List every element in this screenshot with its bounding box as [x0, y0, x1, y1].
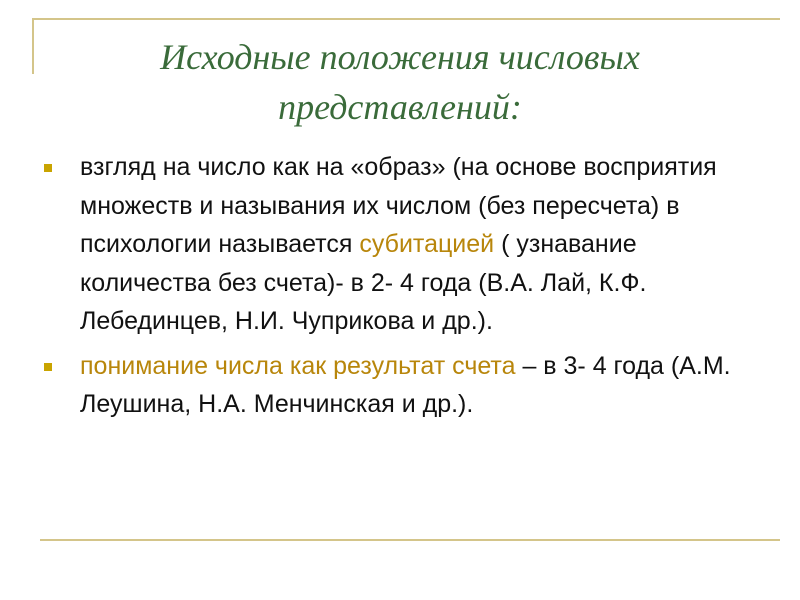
bullet-2-text-end: – в 3- 4 года (А.М. Леушина, Н.А. Менчинская и др.). — [80, 351, 731, 418]
bottom-rule — [40, 539, 780, 541]
left-rule — [32, 18, 34, 74]
bullet-1-text: взгляд на число как на «образ» (на основе восприятия множеств и называния их числом (без пересчета) в психологии называется — [80, 153, 717, 258]
slide-body — [40, 148, 760, 430]
bullet-1-accent: субитацией — [359, 230, 495, 258]
top-rule — [32, 18, 780, 20]
bullet-item-2 — [40, 347, 760, 424]
slide-title — [60, 32, 740, 132]
bullet-square-icon — [44, 164, 52, 172]
title-line-1: Исходные положения числовых — [160, 37, 640, 77]
bullet-1-text-end: ( узнавание количества без счета)- в 2- 4 года (В.А. Лай, К.Ф. Лебединцев, Н.И. Чуприкова и др.). — [80, 230, 647, 335]
bullet-2-accent: понимание числа как результат счета — [80, 351, 516, 380]
bullet-square-icon — [44, 363, 52, 371]
bullet-item-1 — [40, 148, 760, 341]
title-line-2: представлений: — [278, 87, 522, 127]
